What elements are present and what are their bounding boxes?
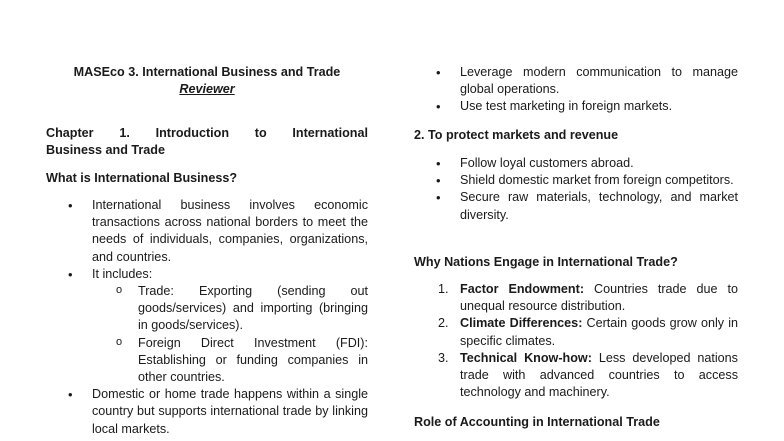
top-list xyxy=(414,64,738,116)
list-item: • Use test marketing in foreign markets. xyxy=(414,98,738,115)
sub-list-item: o Foreign Direct Investment (FDI): Establishing or funding companies in other countries. xyxy=(46,335,368,387)
chapter-word: 1. xyxy=(119,126,130,140)
numbered-item: 3. Technical Know-how: Less developed nations trade with advanced countries to access technology and machinery. xyxy=(438,350,738,400)
sub-list-item: o Trade: Exporting (sending out goods/services) and importing (bringing in goods/services). xyxy=(46,283,368,335)
title-text: MASEco 3. International Business and Trade xyxy=(73,65,341,79)
numbered-item: 1. Factor Endowment: Countries trade due to unequal resource distribution. xyxy=(438,282,738,314)
chapter-word: International xyxy=(292,126,368,140)
what-list xyxy=(46,197,368,438)
document-title xyxy=(46,64,368,98)
why-list xyxy=(414,281,738,401)
protect-list xyxy=(414,155,738,224)
title-subtitle: Reviewer xyxy=(179,82,235,97)
chapter-word: Introduction xyxy=(155,126,230,140)
what-heading: What is International Business? xyxy=(46,171,238,185)
chapter-heading xyxy=(46,125,368,159)
list-item: • Follow loyal customers abroad. xyxy=(414,155,738,172)
list-item: • Shield domestic market from foreign competitors. xyxy=(414,172,738,189)
chapter-word: to xyxy=(254,126,267,140)
list-item: • Domestic or home trade happens within a single country but supports international trade by linking local markets. xyxy=(46,386,368,438)
list-item: • International business involves economic transactions across national borders to meet the needs of individuals, companies, organizations, and countries. xyxy=(46,197,368,266)
chapter-line2: Business and Trade xyxy=(46,143,165,158)
why-heading: Why Nations Engage in International Trade? xyxy=(414,255,678,269)
chapter-word: Chapter xyxy=(46,126,94,140)
numbered-item: 2. Climate Differences: Certain goods grow only in specific climates. xyxy=(438,316,739,348)
list-item: • Leverage modern communication to manage global operations. xyxy=(414,64,738,98)
list-item: • It includes: xyxy=(46,266,368,283)
list-item: • Secure raw materials, technology, and market diversity. xyxy=(414,189,738,223)
protect-heading: 2. To protect markets and revenue xyxy=(414,128,619,142)
accounting-heading: Role of Accounting in International Trade xyxy=(414,415,660,429)
